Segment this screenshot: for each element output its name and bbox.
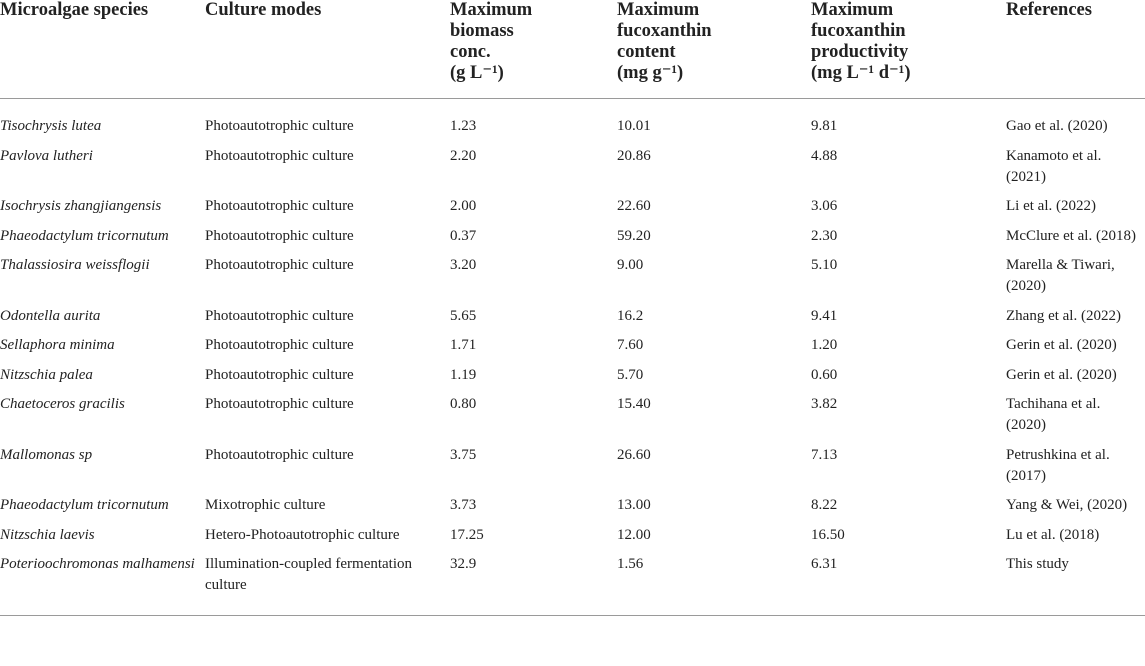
biomass-cell: 0.80 (450, 396, 477, 412)
content-cell: 13.00 (617, 497, 651, 513)
culture-mode-cell: Photoautotrophic culture (205, 307, 354, 324)
table-row (0, 365, 1145, 395)
productivity-cell: 4.88 (811, 147, 838, 164)
header-culture-modes: Culture modes (205, 0, 450, 99)
content-cell: 16.2 (617, 307, 644, 324)
content-cell: 15.40 (617, 396, 651, 412)
biomass-cell: 1.71 (450, 337, 477, 353)
species-cell: Tisochrysis lutea (0, 118, 102, 134)
table-row (0, 495, 1145, 525)
content-cell: 20.86 (617, 147, 651, 164)
species-cell: Thalassiosira weissflogii (0, 257, 150, 273)
table-row (0, 394, 1145, 445)
content-cell: 7.60 (617, 337, 644, 353)
reference-cell: Petrushkina et al. (2017) (1006, 446, 1110, 484)
species-cell: Mallomonas sp (0, 446, 93, 463)
table-row (0, 445, 1145, 496)
reference-cell: Tachihana et al. (2020) (1006, 396, 1101, 433)
productivity-cell: 2.30 (811, 227, 838, 244)
productivity-cell: 16.50 (811, 526, 845, 543)
content-cell: 12.00 (617, 526, 651, 543)
content-cell: 5.70 (617, 366, 644, 383)
biomass-cell: 1.19 (450, 366, 477, 383)
reference-cell: Zhang et al. (2022) (1006, 307, 1121, 324)
species-cell: Phaeodactylum tricornutum (0, 497, 169, 513)
reference-cell: Yang & Wei, (2020) (1006, 497, 1128, 513)
content-cell: 59.20 (617, 227, 651, 244)
culture-mode-cell: Photoautotrophic culture (205, 396, 354, 412)
content-cell: 22.60 (617, 198, 651, 214)
culture-mode-cell: Illumination-coupled fermentation culture (205, 554, 450, 616)
biomass-cell: 3.73 (450, 497, 477, 513)
productivity-cell: 9.41 (811, 307, 838, 324)
species-cell: Isochrysis zhangjiangensis (0, 198, 162, 214)
header-max-fucoxanthin-productivity: Maximum fucoxanthin productivity (mg L⁻¹ d⁻¹) (811, 0, 1006, 99)
biomass-cell: 0.37 (450, 227, 477, 244)
species-cell: Chaetoceros gracilis (0, 396, 125, 412)
reference-cell: Gao et al. (2020) (1006, 118, 1108, 134)
productivity-cell: 1.20 (811, 337, 838, 353)
species-cell: Pavlova lutheri (0, 147, 93, 164)
culture-mode-cell: Mixotrophic culture (205, 497, 326, 513)
biomass-cell: 3.75 (450, 446, 477, 463)
productivity-cell: 5.10 (811, 257, 838, 273)
table-row (0, 146, 1145, 197)
content-cell: 26.60 (617, 446, 651, 463)
content-cell: 10.01 (617, 118, 651, 134)
species-cell: Phaeodactylum tricornutum (0, 227, 169, 244)
productivity-cell: 3.82 (811, 396, 838, 412)
table-row (0, 554, 1145, 616)
biomass-cell: 5.65 (450, 307, 477, 324)
species-cell: Nitzschia laevis (0, 526, 95, 543)
header-max-biomass: Maximum biomass conc. (g L⁻¹) (450, 0, 617, 99)
culture-mode-cell: Photoautotrophic culture (205, 257, 354, 273)
culture-mode-cell: Photoautotrophic culture (205, 147, 354, 164)
productivity-cell: 8.22 (811, 497, 838, 513)
reference-cell: Gerin et al. (2020) (1006, 337, 1117, 353)
productivity-cell: 9.81 (811, 118, 838, 134)
productivity-cell: 3.06 (811, 198, 838, 214)
table-row (0, 196, 1145, 226)
productivity-cell: 0.60 (811, 366, 838, 383)
table-row (0, 335, 1145, 365)
header-microalgae-species: Microalgae species (0, 0, 205, 99)
biomass-cell: 3.20 (450, 257, 477, 273)
species-cell: Poterioochromonas malhamensi (0, 554, 205, 616)
culture-mode-cell: Photoautotrophic culture (205, 118, 354, 134)
table-row (0, 226, 1145, 256)
reference-cell: McClure et al. (2018) (1006, 227, 1136, 244)
culture-mode-cell: Photoautotrophic culture (205, 446, 354, 463)
biomass-cell: 2.00 (450, 198, 477, 214)
species-cell: Sellaphora minima (0, 337, 115, 353)
table-row (0, 525, 1145, 555)
table-row (0, 255, 1145, 306)
content-cell: 9.00 (617, 257, 644, 273)
biomass-cell: 2.20 (450, 147, 477, 164)
culture-mode-cell: Photoautotrophic culture (205, 366, 354, 383)
content-cell: 1.56 (617, 554, 811, 616)
species-cell: Odontella aurita (0, 307, 101, 324)
reference-cell: Li et al. (2022) (1006, 198, 1096, 214)
header-row (0, 0, 1145, 99)
reference-cell: Kanamoto et al. (2021) (1006, 147, 1102, 185)
table-row (0, 99, 1145, 146)
biomass-cell: 32.9 (450, 554, 617, 616)
reference-cell: This study (1006, 554, 1145, 616)
culture-mode-cell: Photoautotrophic culture (205, 227, 354, 244)
reference-cell: Lu et al. (2018) (1006, 526, 1100, 543)
culture-mode-cell: Photoautotrophic culture (205, 337, 354, 353)
species-cell: Nitzschia palea (0, 366, 93, 383)
reference-cell: Gerin et al. (2020) (1006, 366, 1117, 383)
culture-mode-cell: Hetero-Photoautotrophic culture (205, 526, 400, 543)
reference-cell: Marella & Tiwari, (2020) (1006, 257, 1115, 294)
header-max-fucoxanthin-content: Maximum fucoxanthin content (mg g⁻¹) (617, 0, 811, 99)
table-row (0, 306, 1145, 336)
biomass-cell: 17.25 (450, 526, 484, 543)
productivity-cell: 6.31 (811, 554, 1006, 616)
culture-mode-cell: Photoautotrophic culture (205, 198, 354, 214)
biomass-cell: 1.23 (450, 118, 477, 134)
productivity-cell: 7.13 (811, 446, 838, 463)
header-references: References (1006, 0, 1145, 99)
